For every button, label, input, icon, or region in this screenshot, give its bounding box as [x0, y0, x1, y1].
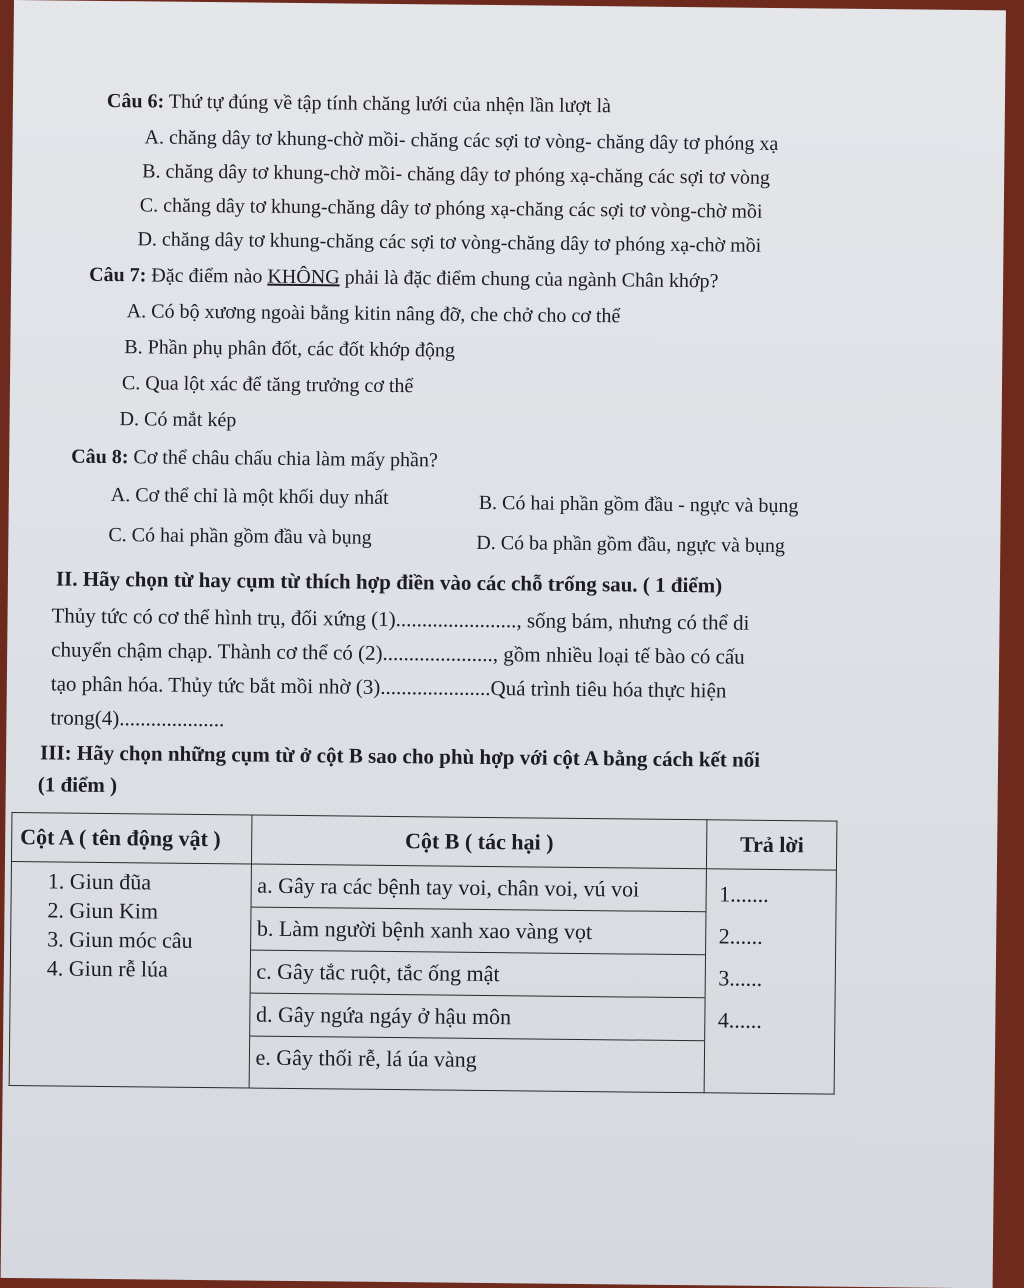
- table-header-row: [11, 813, 836, 871]
- section-2-line-4: trong(4)....................: [50, 705, 225, 732]
- col-a-cell: [9, 862, 251, 1088]
- matching-table: [9, 812, 838, 1095]
- q7-option-b: B. Phần phụ phân đốt, các đốt khớp động: [124, 336, 456, 362]
- answer-blank[interactable]: 1.......: [719, 881, 769, 907]
- question-6-text: Thứ tự đúng về tập tính chăng lưới của nhện lần lượt là: [168, 90, 612, 118]
- question-8-label: Câu 8:: [71, 445, 129, 469]
- col-b-cell: [249, 864, 707, 1093]
- section-2-paragraph: [50, 598, 857, 742]
- section-3-score: (1 điểm ): [37, 772, 118, 798]
- q6-option-b: B. chăng dây tơ khung-chờ mồi- chăng dây tơ phóng xạ-chăng các sợi tơ vòng: [142, 160, 771, 189]
- answer-blank[interactable]: 4......: [717, 1007, 762, 1033]
- q6-option-d: D. chăng dây tơ khung-chăng các sợi tơ vòng-chăng dây tơ phóng xạ-chờ mồi: [137, 228, 762, 257]
- q8-option-c: C. Có hai phần gồm đầu và bụng: [108, 524, 372, 549]
- col-a-item: 3. Giun móc câu: [47, 926, 193, 953]
- question-6-label: Câu 6:: [106, 89, 165, 113]
- header-col-b: Cột B ( tác hại ): [251, 815, 707, 869]
- q8-option-d: D. Có ba phần gồm đầu, ngực và bụng: [476, 531, 786, 558]
- answer-blank[interactable]: 3......: [718, 965, 763, 991]
- section-2-line-1: Thủy tức có cơ thể hình trụ, đối xứng (1)......................., sống bám, nhưng có thể di: [51, 603, 750, 635]
- question-7-emphasis: KHÔNG: [267, 265, 340, 289]
- question-8: [71, 445, 438, 473]
- header-col-a: Cột A ( tên động vật ): [11, 813, 251, 865]
- exam-page: [1, 0, 1006, 1288]
- question-7: [89, 263, 719, 294]
- q6-option-a: A. chăng dây tơ khung-chờ mồi- chăng các sợi tơ vòng- chăng dây tơ phóng xạ: [144, 126, 779, 156]
- table-body-row: [9, 862, 836, 1095]
- section-2-line-3: tạo phân hóa. Thủy tức bắt mồi nhờ (3).....................Quá trình tiêu hóa thực hiện: [50, 671, 727, 703]
- col-b-item: a. Gây ra các bệnh tay voi, chân voi, vú voi: [251, 865, 706, 913]
- question-8-text: Cơ thể châu chấu chia làm mấy phần?: [133, 446, 438, 472]
- question-7-text-before: Đặc điểm nào: [151, 264, 263, 288]
- col-a-item: 4. Giun rễ lúa: [46, 955, 168, 982]
- section-2-title: II. Hãy chọn từ hay cụm từ thích hợp điền vào các chỗ trống sau. ( 1 điểm): [55, 566, 723, 598]
- q7-option-d: D. Có mắt kép: [119, 408, 237, 432]
- section-2-line-2: chuyển chậm chạp. Thành cơ thể có (2)....................., gồm nhiều loại tế bào có cấu: [51, 637, 745, 669]
- col-b-item: d. Gây ngứa ngáy ở hậu môn: [250, 994, 705, 1042]
- question-7-label: Câu 7:: [89, 263, 147, 287]
- section-3-title: III: Hãy chọn những cụm từ ở cột B sao cho phù hợp với cột A bằng cách kết nối: [39, 740, 761, 772]
- col-b-item: c. Gây tắc ruột, tắc ống mật: [250, 951, 705, 999]
- col-a-item: 1. Giun đũa: [47, 868, 152, 895]
- q8-option-b: B. Có hai phần gồm đầu - ngực và bụng: [478, 491, 799, 518]
- question-6: [107, 89, 611, 118]
- header-answer: Trả lời: [707, 820, 837, 870]
- q6-option-c: C. chăng dây tơ khung-chăng dây tơ phóng xạ-chăng các sợi tơ vòng-chờ mồi: [139, 194, 763, 223]
- q7-option-a: A. Có bộ xương ngoài bằng kitin nâng đỡ, che chở cho cơ thể: [126, 300, 621, 328]
- question-7-text-after: phải là đặc điểm chung của ngành Chân khớp?: [344, 266, 719, 293]
- col-a-item: 2. Giun Kim: [47, 897, 159, 924]
- q7-option-c: C. Qua lột xác để tăng trưởng cơ thể: [121, 372, 414, 398]
- answer-cell: [705, 869, 837, 1094]
- answer-blank[interactable]: 2......: [718, 923, 763, 949]
- q8-option-a: A. Cơ thể chỉ là một khối duy nhất: [110, 484, 389, 509]
- col-b-item: e. Gây thối rễ, lá úa vàng: [255, 1044, 477, 1072]
- col-b-item: b. Làm người bệnh xanh xao vàng vọt: [251, 908, 706, 956]
